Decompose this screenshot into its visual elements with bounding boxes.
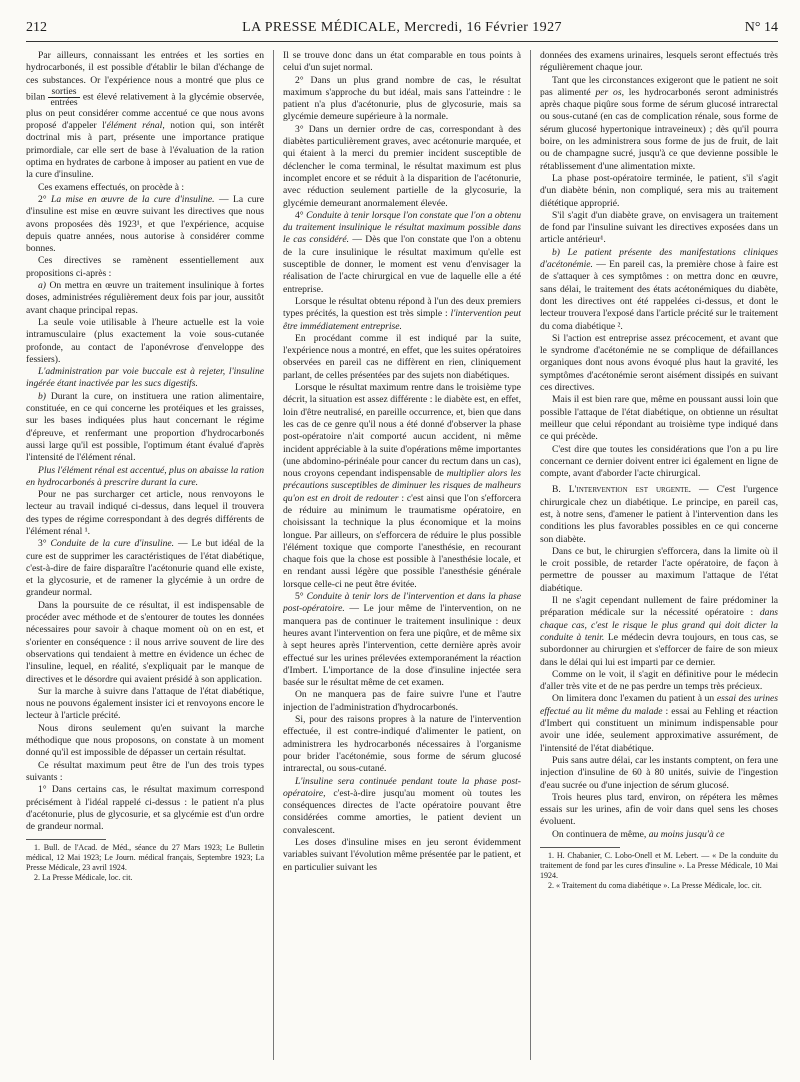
footnote: 2. « Traitement du coma diabétique ». La Presse Médicale, loc. cit. [548, 881, 762, 890]
footnotes [26, 843, 264, 883]
section-heading-paragraph: B. L'intervention est urgente. — C'est l'urgence chirurgicale chez un diabétique. Le principe, en pareil cas, est, à notre sens, d'amener le patient à l'intervention dans les conditions les plus favorables possibles en ce qui concerne son diabète. [540, 484, 778, 545]
paragraph: La phase post-opératoire terminée, le patient, s'il s'agit d'un diabète bénin, non compliqué, sera mis au traitement diététique approprié. [540, 172, 778, 209]
issue-number: N° 14 [744, 20, 778, 35]
paragraph: Comme on le voit, il s'agit en définitive pour le médecin d'aller très vite et de ne pas perdre un temps très précieux. [540, 668, 778, 693]
paragraph: données des examens urinaires, lesquels seront effectués très régulièrement chaque jour. [540, 50, 778, 74]
paragraph: L'administration par voie buccale est à rejeter, l'insuline ingérée étant inactivée par les sucs digestifs. [26, 366, 264, 390]
paragraph: Sur la marche à suivre dans l'attaque de l'état diabétique, nous ne pouvons également insister ici et renvoyons encore le lecteur à l'article précité. [26, 685, 264, 722]
paragraph: C'est dire que toutes les considérations que l'on a pu lire concernant ce dernier doivent entrer ici également en ligne de compte, avant d'aborder l'acte chirurgical. [540, 443, 778, 480]
paragraph: Ce résultat maximum peut être de l'un des trois types suivants : [26, 759, 264, 783]
paragraph: Par ailleurs, connaissant les entrées et les sorties en hydrocarbonés, il est possible d'établir le bilan d'échange de ces substances. Or l'expérience nous a montré que plus ce bilan $\frac{\text{sorties}}{\text{entrées}}$ est élevé relativement à la glycémie observée, plus on peut considérer comme accentué ce que nous avons proposé d'appeler l'élément rénal, notion qui, son intérêt doctrinal mis à part, présente une importance pratique primordiale, car elle sert de base à l'évaluation de la ration optima en hydrates de carbone à imposer au patient en vue de la cure d'insuline. [26, 50, 264, 181]
footnotes [540, 851, 778, 891]
journal-page [26, 18, 778, 1066]
column-divider [273, 50, 274, 1060]
paragraph: Dans ce but, le chirurgien s'efforcera, dans la limite où il le croit possible, de retarder l'acte opératoire, de façon à permettre de pousser au maximum l'attaque de l'état diabétique. [540, 545, 778, 594]
page-header [26, 18, 778, 42]
paragraph: b) Le patient présente des manifestations cliniques d'acétonémie. — En pareil cas, la première chose à faire est de s'attaquer à ces symptômes : on mettra donc en œuvre, sans délai, le traitement des états acétonémiques du diabète, dont les directives ont été rappelées ci-dessus, et dont le lecteur trouvera l'exposé dans l'article précité sur le traitement du coma diabétique ². [540, 246, 778, 332]
paragraph: Les doses d'insuline mises en jeu seront évidemment variables suivant l'évolution même présentée par le patient, et en particulier suivant les [283, 837, 521, 873]
paragraph: Ces directives se ramènent essentiellement aux propositions ci-après : [26, 255, 264, 279]
paragraph: L'insuline sera continuée pendant toute la phase post-opératoire, c'est-à-dire jusqu'au moment où toutes les conséquences directes de l'acte opératoire pouvant être considérées comme amorties, le patient devient un convalescent. [283, 775, 521, 836]
paragraph: 1° Dans certains cas, le résultat maximum correspond précisément à l'idéal rappelé ci-dessus : le patient n'a plus d'acétonurie, plus de glycosurie, et sa glycémie est d'un ordre de grandeur normal. [26, 784, 264, 833]
paragraph: On limitera donc l'examen du patient à un essai des urines effectué au lit même du malade : essai au Fehling et réaction d'Imbert qui constituent un minimum indispensable pour avoir une idée, seulement approximative assurément, de l'intensité de l'état diabétique. [540, 693, 778, 754]
page-number: 212 [26, 20, 47, 35]
paragraph: Lorsque le résultat obtenu répond à l'un des deux premiers types précités, la question est très simple : l'intervention peut être immédiatement entreprise. [283, 295, 521, 332]
paragraph: 2° La mise en œuvre de la cure d'insuline. — La cure d'insuline est mise en œuvre suivant les directives que nous avons proposées dès 1923¹, et que l'expérience, acquise depuis quatre années, nous autorise à considérer comme bonnes. [26, 193, 264, 255]
paragraph: S'il s'agit d'un diabète grave, on envisagera un traitement de fond par l'insuline suivant les directives exposées dans un article antérieur¹. [540, 209, 778, 246]
footnote: 2. La Presse Médicale, loc. cit. [34, 873, 133, 883]
footnote-rule [26, 839, 106, 840]
paragraph: 2° Dans un plus grand nombre de cas, le résultat maximum s'approche du but idéal, mais sans l'atteindre : le patient n'a plus d'acétonurie, plus de glycosurie, mais sa glycémie demeure supérieure à la normale. [283, 74, 521, 123]
article-columns [26, 50, 778, 1060]
footnote-rule [540, 847, 620, 848]
paragraph: b) Durant la cure, on instituera une ration alimentaire, constituée, en ce qui concerne les protéiques et les graisses, sur les bases indiquées plus haut concernant le régime d'épreuve, et renfermant une proportion d'hydrocarbonés aussi large qu'il est possible, l'optimum étant évalué d'après l'intensité de l'élément rénal. [26, 390, 264, 464]
paragraph: Plus l'élément rénal est accentué, plus on abaisse la ration en hydrocarbonés à prescrire durant la cure. [26, 464, 264, 488]
paragraph: Si, pour des raisons propres à la nature de l'intervention effectuée, il est contre-indiqué d'alimenter le patient, on administrera les hydrocarbonés nécessaires à l'organisme pour brider l'acétonémie, sous forme de sérum glucosé intrarectal, ou sous-cutané. [283, 714, 521, 775]
fraction-sorties-entrees: $\frac{\text{sorties}}{\text{entrées}}$ [50, 85, 78, 108]
paragraph: a) On mettra en œuvre un traitement insulinique à fortes doses, administrées régulièrement deux fois par jour, aussitôt avant chaque principal repas. [26, 280, 264, 316]
paragraph: 3° Conduite de la cure d'insuline. — Le but idéal de la cure est de supprimer les caractéristiques de l'état diabétique, c'est-à-dire de faire disparaître l'acétonurie quand elle existe, et la glycosurie, et de ramener la glycémie à un ordre de grandeur normal. [26, 538, 264, 599]
paragraph: On continuera de même, au moins jusqu'à ce [552, 828, 725, 840]
paragraph: Il ne s'agit cependant nullement de faire prédominer la préparation médicale sur la nécessité opératoire : dans chaque cas, c'est le risque le plus grand qui doit dicter la conduite à tenir. Le médecin devra toujours, en tous cas, se subordonner au chirurgien et s'efforcer de faire de son mieux dans le délai qui lui est imparti par ce dernier. [540, 595, 778, 668]
paragraph: La seule voie utilisable à l'heure actuelle est la voie intramusculaire (plus exactement la voie sous-cutanée profonde, au contact de l'aponévrose d'enveloppe des fessiers). [26, 316, 264, 365]
paragraph: Ces examens effectués, on procède à : [38, 181, 185, 193]
paragraph: 5° Conduite à tenir lors de l'intervention et dans la phase post-opératoire. — Le jour même de l'intervention, on ne manquera pas de continuer le traitement insulinique : deux heures avant l'intervention on fera une piqûre, et de même six à sept heures après l'intervention, cette dernière après avoir effectué sur les urines prélevées extemporanément la réaction d'Imbert. L'importance de la dose d'insuline injectée sera basée sur le résultat même de cet examen. [283, 591, 521, 689]
paragraph: Mais il est bien rare que, même en poussant aussi loin que possible l'attaque de l'état diabétique, on obtienne un résultat meilleur que celui répondant au troisième type indiqué dans ce qui précède. [540, 394, 778, 443]
paragraph: Tant que les circonstances exigeront que le patient ne soit pas alimenté per os, les hydrocarbonés seront administrés après chaque piqûre sous forme de sérum glucosé intrarectal ou sous-cutané (en cas de complication rénale, sous forme de sérum glucosé hypertonique intraveineux) ; dès qu'il pourra boire, on les administrera sous forme de jus de fruit, de lait ou de champagne sucré, jusqu'à ce que devienne possible le rétablissement d'une alimentation mixte. [540, 74, 778, 172]
column-left [26, 50, 264, 1060]
paragraph: Dans la poursuite de ce résultat, il est indispensable de procéder avec méthode et de s'entourer de toutes les données nécessaires pour savoir à chaque moment où on en est, et s'orienter en conséquence : il nous arrive souvent de lire des observations qui tendaient à mettre en évidence un échec de l'insuline, lequel, en réalité, s'expliquait par le manque de directives et le désordre qui avaient présidé à son application. [26, 599, 264, 685]
paragraph: Puis sans autre délai, car les instants comptent, on fera une injection d'insuline de 60 à 80 unités, suivie de l'ingestion d'eau sucrée ou d'une injection de sérum glucosé. [540, 754, 778, 791]
footnote: 1. H. Chabanier, C. Lobo-Onell et M. Lebert. — « De la conduite du traitement de fond par les cures d'insuline ». La Presse Médicale, 10 Mai 1924. [540, 851, 778, 880]
paragraph: En procédant comme il est indiqué par la suite, l'expérience nous a montré, en effet, que les suites opératoires observées en pareil cas ne diffèrent en rien, cliniquement parlant, de celles présentées par des sujets non diabétiques. [283, 332, 521, 381]
running-title: LA PRESSE MÉDICALE, Mercredi, 16 Février 1927 [242, 20, 562, 35]
paragraph: 4° Conduite à tenir lorsque l'on constate que l'on a obtenu du traitement insulinique le résultat maximum possible dans le cas considéré. — Dès que l'on constate que l'on a obtenu de la cure insulinique le résultat maximum qu'elle est susceptible de donner, le moment est venu d'envisager la réalisation de l'acte chirurgical en vue de laquelle elle a été entreprise. [283, 209, 521, 295]
paragraph: Trois heures plus tard, environ, on répétera les mêmes essais sur les urines, afin de voir dans quel sens les choses évoluent. [540, 791, 778, 828]
footnote: 1. Bull. de l'Acad. de Méd., séance du 27 Mars 1923; Le Bulletin médical, 12 Mai 1923; Le Journ. médical français, Septembre 1923; La Presse Médicale, 23 avril 1924. [26, 843, 264, 873]
paragraph: On ne manquera pas de faire suivre l'une et l'autre injection de l'administration d'hydrocarbonés. [283, 689, 521, 713]
column-divider [530, 50, 531, 1060]
column-right [540, 50, 778, 1060]
column-middle [283, 50, 521, 1060]
paragraph: Il se trouve donc dans un état comparable en tous points à celui d'un sujet normal. [283, 50, 521, 74]
paragraph: 3° Dans un dernier ordre de cas, correspondant à des diabètes particulièrement graves, avec acétonurie marquée, et qui étaient à la merci du premier incident susceptible de déclencher le coma terminal, le résultat maximum est plus incomplet encore et se réduit à la disparition de l'acétonurie, avec réduction seulement partielle de la glycosurie, la glycémie demeurant anormalement élevée. [283, 123, 521, 209]
paragraph: Nous dirons seulement qu'en suivant la marche méthodique que nous proposons, on constate à un moment donné qu'il est impossible de dépasser un certain résultat. [26, 722, 264, 759]
paragraph: Si l'action est entreprise assez précocement, et avant que le syndrome d'acétonémie ne se complique de défaillances organiques dont nous avons évoqué plus haut la gravité, les symptômes d'acétonémie seront aisément dissipés en suivant ces directives. [540, 332, 778, 394]
paragraph: Pour ne pas surcharger cet article, nous renvoyons le lecteur au travail indiqué ci-dessus, dans lequel il trouvera des types de régime correspondant à des degrés différents de l'élément rénal ¹. [26, 489, 264, 537]
paragraph: Lorsque le résultat maximum rentre dans le troisième type décrit, la situation est assez différente : le diabète est, en effet, loin d'être neutralisé, en pareille occurrence, et, bien que dans les cas de ce genre qu'il nous a été donné d'observer la phase post-opératoire n'ait comporté aucun accident, ni même incident appréciable à la suite d'opérations même importantes (une abdomino-périnéale pour cancer du rectum dans un cas), nous croyons cependant indispensable de multiplier alors les précautions susceptibles de diminuer les risques de malheurs qu'on est en droit de redouter : c'est ainsi que l'on s'efforcera de réduire au minimum le traumatisme opératoire, en choisissant la technique la plus économique et la moins longue. Par ailleurs, on s'efforcera de réduire le plus possible l'élément toxique que comporte l'anesthésie, en recourant chaque fois que la chose est possible à l'anesthésie locale, et en rendant aussi légère que possible l'anesthésie générale lorsque celle-ci ne peut être évitée. [283, 382, 521, 590]
